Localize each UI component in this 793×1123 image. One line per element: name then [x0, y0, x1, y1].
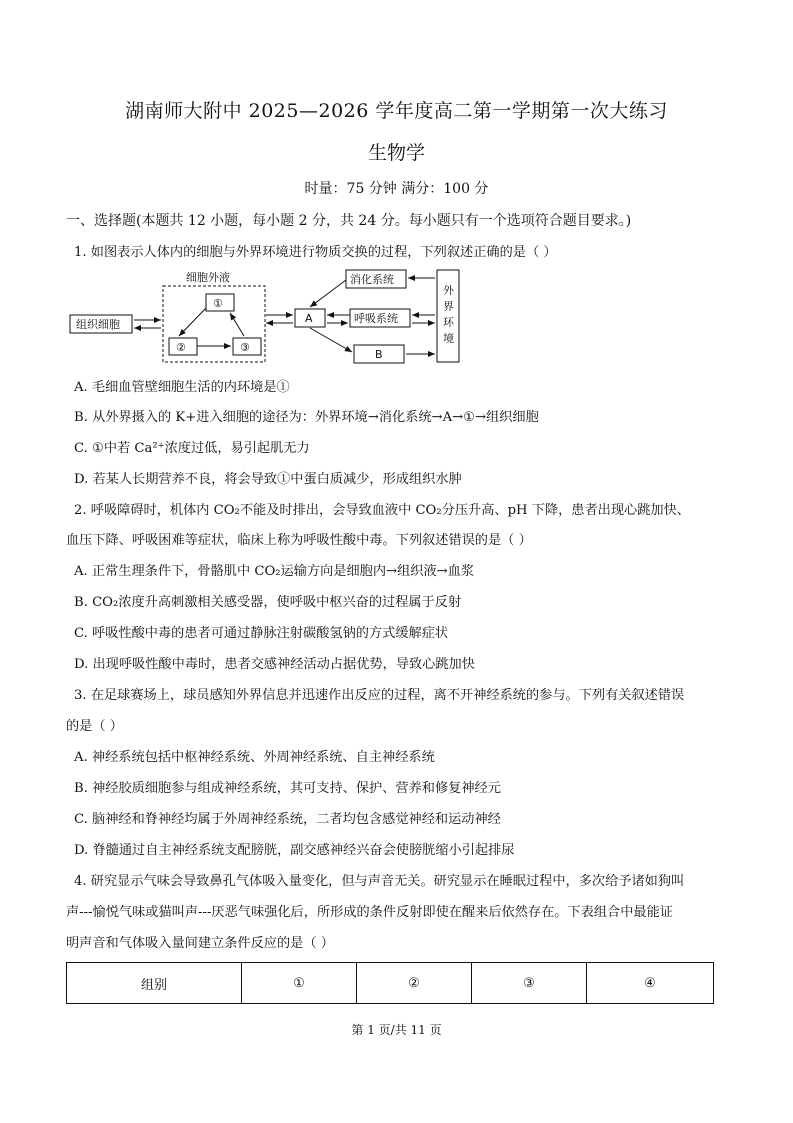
- question-4-stem-line-3: 明声音和气体吸入量间建立条件反应的是（ ）: [66, 936, 334, 951]
- exam-subject: 生物学: [367, 142, 425, 164]
- question-3-option-c: C. 脑神经和脊神经均属于外周神经系统，二者均包含感觉神经和运动神经: [74, 812, 501, 827]
- question-1-option-c: C. ①中若 Ca²⁺浓度过低，易引起肌无力: [74, 441, 310, 456]
- table-row: [67, 963, 714, 1004]
- question-2-option-b: B. CO₂浓度升高刺激相关感受器，使呼吸中枢兴奋的过程属于反射: [74, 595, 462, 610]
- question-2-option-d: D. 出现呼吸性酸中毒时，患者交感神经活动占据优势，导致心跳加快: [74, 657, 475, 672]
- question-1-option-a: A. 毛细血管壁细胞生活的内环境是①: [74, 380, 290, 395]
- exchange-diagram: [66, 268, 466, 368]
- table-header-cell: ①: [242, 963, 357, 1004]
- node-2-label: ②: [176, 341, 186, 354]
- outer-env-char-2: 界: [443, 300, 454, 313]
- question-4-stem-line-1: 4. 研究显示气味会导致鼻孔气体吸入量变化，但与声音无关。研究显示在睡眠过程中，多次给予诸如狗叫: [74, 874, 685, 889]
- group-table: [66, 962, 714, 1004]
- table-header-cell: 组别: [67, 963, 242, 1004]
- question-2-stem-line-1: 2. 呼吸障碍时，机体内 CO₂不能及时排出，会导致血液中 CO₂分压升高、pH 下降，患者出现心跳加快、: [74, 503, 690, 518]
- node-1-label: ①: [213, 297, 223, 310]
- question-2-option-c: C. 呼吸性酸中毒的患者可通过静脉注射碳酸氢钠的方式缓解症状: [74, 626, 449, 641]
- extracellular-label: 细胞外液: [186, 271, 230, 284]
- question-3-option-a: A. 神经系统包括中枢神经系统、外周神经系统、自主神经系统: [74, 750, 435, 765]
- box-b-label: B: [375, 348, 383, 361]
- table-header-cell: ④: [587, 963, 714, 1004]
- table-header-cell: ②: [357, 963, 472, 1004]
- question-3-stem-line-2: 的是（ ）: [66, 719, 123, 734]
- table-header-cell: ③: [472, 963, 587, 1004]
- question-3-option-d: D. 脊髓通过自主神经系统支配膀胱，副交感神经兴奋会使膀胱缩小引起排尿: [74, 843, 515, 858]
- question-4-stem-line-2: 声---愉悦气味或猫叫声---厌恶气味强化后，所形成的条件反射即使在醒来后依然存在。下表组合中最能证: [66, 905, 673, 920]
- exam-title: 湖南师大附中 2025—2026 学年度高二第一学期第一次大练习: [125, 100, 668, 122]
- section-heading: 一、选择题(本题共 12 小题，每小题 2 分，共 24 分。每小题只有一个选项符合题目要求。): [66, 213, 632, 229]
- question-1-stem: 1. 如图表示人体内的细胞与外界环境进行物质交换的过程，下列叙述正确的是（ ）: [74, 245, 557, 260]
- digestive-system-label: 消化系统: [350, 273, 394, 286]
- question-3-option-b: B. 神经胶质细胞参与组成神经系统，其可支持、保护、营养和修复神经元: [74, 781, 501, 796]
- box-a-label: A: [305, 312, 313, 325]
- outer-env-char-4: 境: [443, 332, 454, 345]
- question-3-stem-line-1: 3. 在足球赛场上，球员感知外界信息并迅速作出反应的过程，离不开神经系统的参与。下列有关叙述错误: [74, 688, 685, 703]
- question-1-option-b: B. 从外界摄入的 K+进入细胞的途径为：外界环境→消化系统→A→①→组织细胞: [74, 410, 539, 425]
- node-3-label: ③: [240, 341, 250, 354]
- outer-env-char-1: 外: [443, 284, 454, 297]
- question-1-option-d: D. 若某人长期营养不良，将会导致①中蛋白质减少，形成组织水肿: [74, 472, 462, 487]
- page-footer: 第 1 页/共 11 页: [351, 1023, 442, 1037]
- time-and-score-info: 时量：75 分钟 满分：100 分: [304, 181, 489, 197]
- outer-env-char-3: 环: [443, 316, 454, 329]
- question-2-option-a: A. 正常生理条件下，骨骼肌中 CO₂运输方向是细胞内→组织液→血浆: [74, 564, 475, 579]
- respiratory-system-label: 呼吸系统: [354, 312, 398, 325]
- tissue-cell-label: 组织细胞: [76, 318, 120, 331]
- question-2-stem-line-2: 血压下降、呼吸困难等症状，临床上称为呼吸性酸中毒。下列叙述错误的是（ ）: [66, 533, 532, 548]
